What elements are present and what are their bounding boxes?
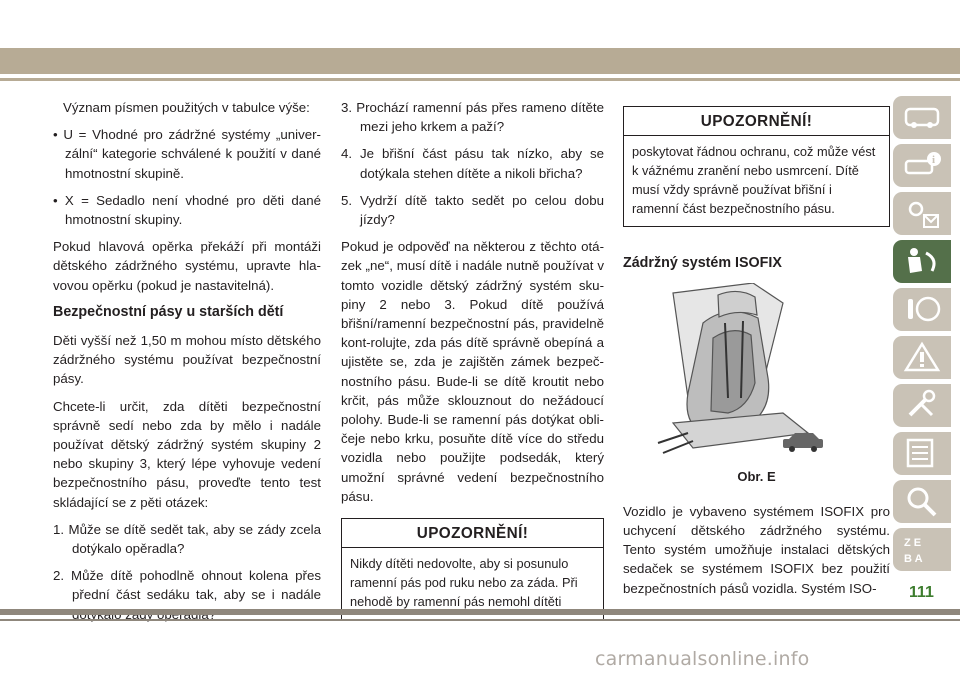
child-seat-drawing (633, 283, 843, 463)
tab-warning-lights[interactable] (893, 192, 951, 235)
steering-key-icon (902, 293, 942, 325)
checklist-icon (902, 437, 942, 469)
warning-title: UPOZORNĚNÍ! (624, 107, 889, 136)
legend-item-u: • U = Vhodné pro zádržné systémy „univer-zální“ kategorie schválené k použití v dané hmotnostní skupině. (53, 127, 321, 181)
seat-airbag-icon (902, 245, 942, 277)
question-5: 5. Vydrží dítě takto sedět po celou dobu jízdy? (341, 192, 604, 228)
svg-text:i: i (932, 154, 936, 166)
tab-car-dashboard[interactable] (893, 96, 951, 139)
header-rule (0, 78, 960, 81)
warning-box-continued (623, 106, 890, 227)
section-heading-older-children: Bezpečnostní pásy u starších dětí (53, 303, 284, 320)
warning-title: UPOZORNĚNÍ! (342, 519, 603, 548)
warning-box (341, 518, 604, 621)
tab-info-car[interactable] (893, 144, 951, 187)
watermark[interactable]: carmanualsonline.info (595, 648, 810, 670)
page-number: 111 (909, 584, 934, 601)
tab-checklist[interactable] (893, 432, 951, 475)
warning-lights-icon (902, 197, 942, 229)
tab-service-tools[interactable] (893, 384, 951, 427)
tab-index[interactable] (893, 528, 951, 571)
tab-seat-airbag[interactable] (893, 240, 951, 283)
isofix-seat-illustration (633, 283, 843, 463)
warning-text: Nikdy dítěti nedovolte, aby si posunulo ramenní pás pod ruku nebo za záda. Při nehodě by ramenní pás nemohl dítěti (350, 556, 578, 609)
service-tools-icon (902, 389, 942, 421)
car-dashboard-icon (902, 101, 942, 133)
svg-text:B A: B A (904, 553, 923, 565)
footer-rule (0, 619, 960, 621)
road-warning-icon (902, 341, 942, 373)
question-2: 2. Může dítě pohodlně ohnout kolena přes přední část sedáku tak, aby se i nadále (53, 568, 321, 603)
column-middle (341, 98, 604, 621)
svg-text:Z E: Z E (904, 537, 922, 549)
question-1: 1. Může se dítě sedět tak, aby se zády zcela dotýkalo opěradla? (53, 521, 321, 557)
test-paragraph: Chcete-li určit, zda dítěti bezpečnostní správně sedí nebo zda by mělo i nadále používat dětský zádržný systém skupiny 2 nebo skupiny 3, který lépe vyhovuje vedení bezpečnostního pásu, proveďte tento test skládající se z pěti otázek: (53, 398, 321, 510)
section-heading-isofix: Zádržný systém ISOFIX (623, 255, 782, 272)
column-left (53, 98, 321, 632)
index-letters-icon (902, 533, 942, 565)
question-3: 3. Prochází ramenní pás přes rameno dítěte mezi jeho krkem a paží? (341, 100, 604, 135)
figure-caption: Obr. E (737, 468, 776, 484)
question-4: 4. Je břišní část pásu tak nízko, aby se dotýkala stehen dítěte a nikoli břicha? (341, 146, 604, 181)
search-icon (902, 485, 942, 517)
headrest-paragraph: Pokud hlavová opěrka překáží při montáži dětského zádržného systému, upravte hla-vovou opěrku (pokud je nastavitelná). (53, 239, 321, 293)
tab-steering-key[interactable] (893, 288, 951, 331)
isofix-paragraph: Vozidlo je vybaveno systémem ISOFIX pro uchycení dětského zádržného systému. Tento systém umožňuje instalaci dětských sedaček se systémem ISOFIX bez použití bezpečnostních pásů vozidla. Systém ISO- (623, 503, 890, 596)
tab-search[interactable] (893, 480, 951, 523)
legend-item-x: • X = Sedadlo není vhodné pro děti dané hmotnostní skupiny. (53, 192, 321, 228)
answer-paragraph: Pokud je odpověď na některou z těchto otá-zek „ne“, musí dítě i nadále nutně používat v tomto vozidle dětský zádržný systém sku-piny 2 nebo 3. Pokud dítě používá břišní/ramenní bezpečnostní pás, pravidelně kont-rolujte, zda pás dítě správně obepíná a ujistěte se, zda je zajištěn zámek bezpeč-nostního pásu. Bude-li se dítě kroutit nebo krčit, pás může sklouznout do nežádoucí polohy. Bude-li se ramenní pás dotýkat obli-čeje nebo krku, posuňte dítě více do středu vozidla nebo použijte podsedák, který umožní správné vedení bezpečnostního pásu. (341, 239, 604, 504)
tab-road-warning[interactable] (893, 336, 951, 379)
chapter-tabs (893, 96, 953, 576)
header-band (0, 48, 960, 74)
legend-intro: Význam písmen použitých v tabulce výše: (63, 100, 310, 115)
footer-band (0, 609, 960, 615)
column-right (623, 106, 890, 606)
info-car-icon (902, 149, 942, 181)
older-children-paragraph: Děti vyšší než 1,50 m mohou místo dětského zádržného systému používat bezpečnostní pásy. (53, 333, 321, 387)
warning-text: poskytovat řádnou ochranu, což může vést k vážnému zranění nebo usmrcení. Dítě musí vždy správně používat břišní i ramenní část bezpečnostního pásu. (632, 144, 876, 216)
